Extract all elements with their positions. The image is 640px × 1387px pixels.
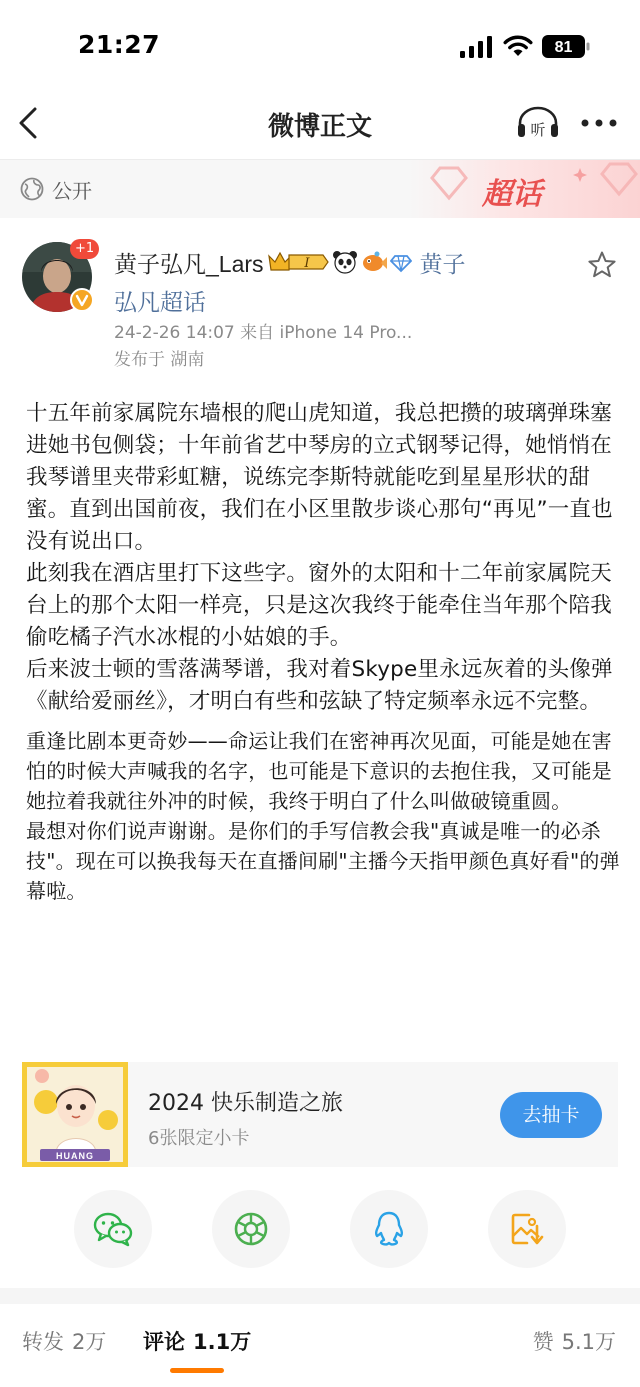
post-meta: 24-2-26 14:07 来自 iPhone 14 Pro... [114,323,413,343]
post-paragraph: 十五年前家属院东墙根的爬山虎知道，我总把攒的玻璃弹珠塞进她书包侧袋；十年前省艺中琴房的立式钢琴记得，她悄悄在我琴谱里夹带彩虹糖，说练完李斯特就能吃到星星形状的甜蜜。直到出国前夜，我们在小区里散步谈心那句“再见”一直也没有说出口。 [26,401,613,554]
share-row [0,1190,640,1270]
tab-like-count: 5.1万 [561,1330,616,1354]
card-cover-image[interactable] [22,1062,128,1167]
battery-icon [542,35,590,58]
draw-card-button[interactable]: 去抽卡 [500,1092,602,1138]
post-paragraph: 重逢比剧本更奇妙——命运让我们在密神再次见面，可能是她在害怕的时候大声喊我的名字，也可能是下意识的去抱住我，又可能是她拉着我就往外冲的时候，我终于明白了什么叫做破镜重圆。 [26,729,612,813]
moments-icon [233,1211,269,1247]
globe-icon [20,177,44,201]
tab-comment[interactable] [143,1326,251,1356]
visibility-row [0,160,640,218]
fish-badge-icon[interactable] [361,250,387,274]
share-moments-button[interactable] [212,1190,290,1268]
tab-comment-label: 评论 [143,1330,185,1354]
listen-headphones-icon[interactable] [516,104,560,140]
save-image-button[interactable] [488,1190,566,1268]
save-image-icon [509,1211,545,1247]
visibility-label: 公开 [52,179,92,203]
tab-comment-count: 1.1万 [193,1330,252,1354]
post-location: 发布于 湖南 [114,350,205,370]
author-line [114,246,466,278]
level-badge-text: I [303,256,310,271]
avatar-plus-badge: +1 [70,239,99,259]
wifi-icon [503,34,533,58]
panda-badge-icon[interactable] [332,250,358,274]
nav-bar [0,94,640,160]
listen-label: 听 [530,121,546,139]
tab-repost-count: 2万 [72,1330,107,1354]
post-paragraph: 最想对你们说声谢谢。是你们的手写信教会我"真诚是唯一的必杀技"。现在可以换我每天在直播间刷"主播今天指甲颜色真好看"的弹幕啦。 [26,819,620,903]
supertopic-label: 超话 [482,177,542,212]
more-options-icon[interactable] [580,118,618,128]
card-subtitle: 6张限定小卡 [148,1128,250,1149]
supertopic-link-continued[interactable]: 弘凡超话 [114,290,206,316]
diamond-badge-icon[interactable] [390,250,412,274]
tab-like-label: 赞 [532,1330,554,1354]
tab-repost[interactable] [22,1326,106,1356]
verified-badge-icon [70,288,94,312]
promo-card[interactable] [22,1062,618,1167]
supertopic-link[interactable]: 黄子 [419,251,466,278]
section-divider [0,1288,640,1304]
crown-level-badge[interactable] [267,250,329,274]
interaction-tabs [0,1304,640,1387]
wechat-icon [93,1211,133,1247]
status-bar [0,0,640,94]
page-title: 微博正文 [267,112,372,142]
tab-like[interactable] [533,1326,616,1356]
active-tab-indicator [170,1368,224,1373]
supertopic-badge[interactable] [410,160,640,218]
card-cover-text: HUANG [56,1151,94,1161]
author-name[interactable]: 黄子弘凡_Lars [114,250,264,277]
post-paragraph: 后来波士顿的雪落满琴谱，我对着Skype里永远灰着的头像弹《献给爱丽丝》，才明白有些和弦缺了特定频率永远不完整。 [26,657,613,714]
tab-repost-label: 转发 [22,1330,64,1354]
cellular-signal-icon [460,36,492,58]
qq-icon [372,1210,406,1248]
status-time: 21:27 [78,30,161,59]
post-body [26,398,620,906]
share-qq-button[interactable] [350,1190,428,1268]
card-title: 2024 快乐制造之旅 [148,1091,343,1116]
post-paragraph: 此刻我在酒店里打下这些字。窗外的太阳和十二年前家属院天台上的那个太阳一样亮，只是这次我终于能牵住当年那个陪我偷吃橘子汽水冰棍的小姑娘的手。 [26,561,612,650]
favorite-star-icon[interactable] [587,250,617,280]
share-wechat-button[interactable] [74,1190,152,1268]
battery-level: 81 [554,39,573,56]
